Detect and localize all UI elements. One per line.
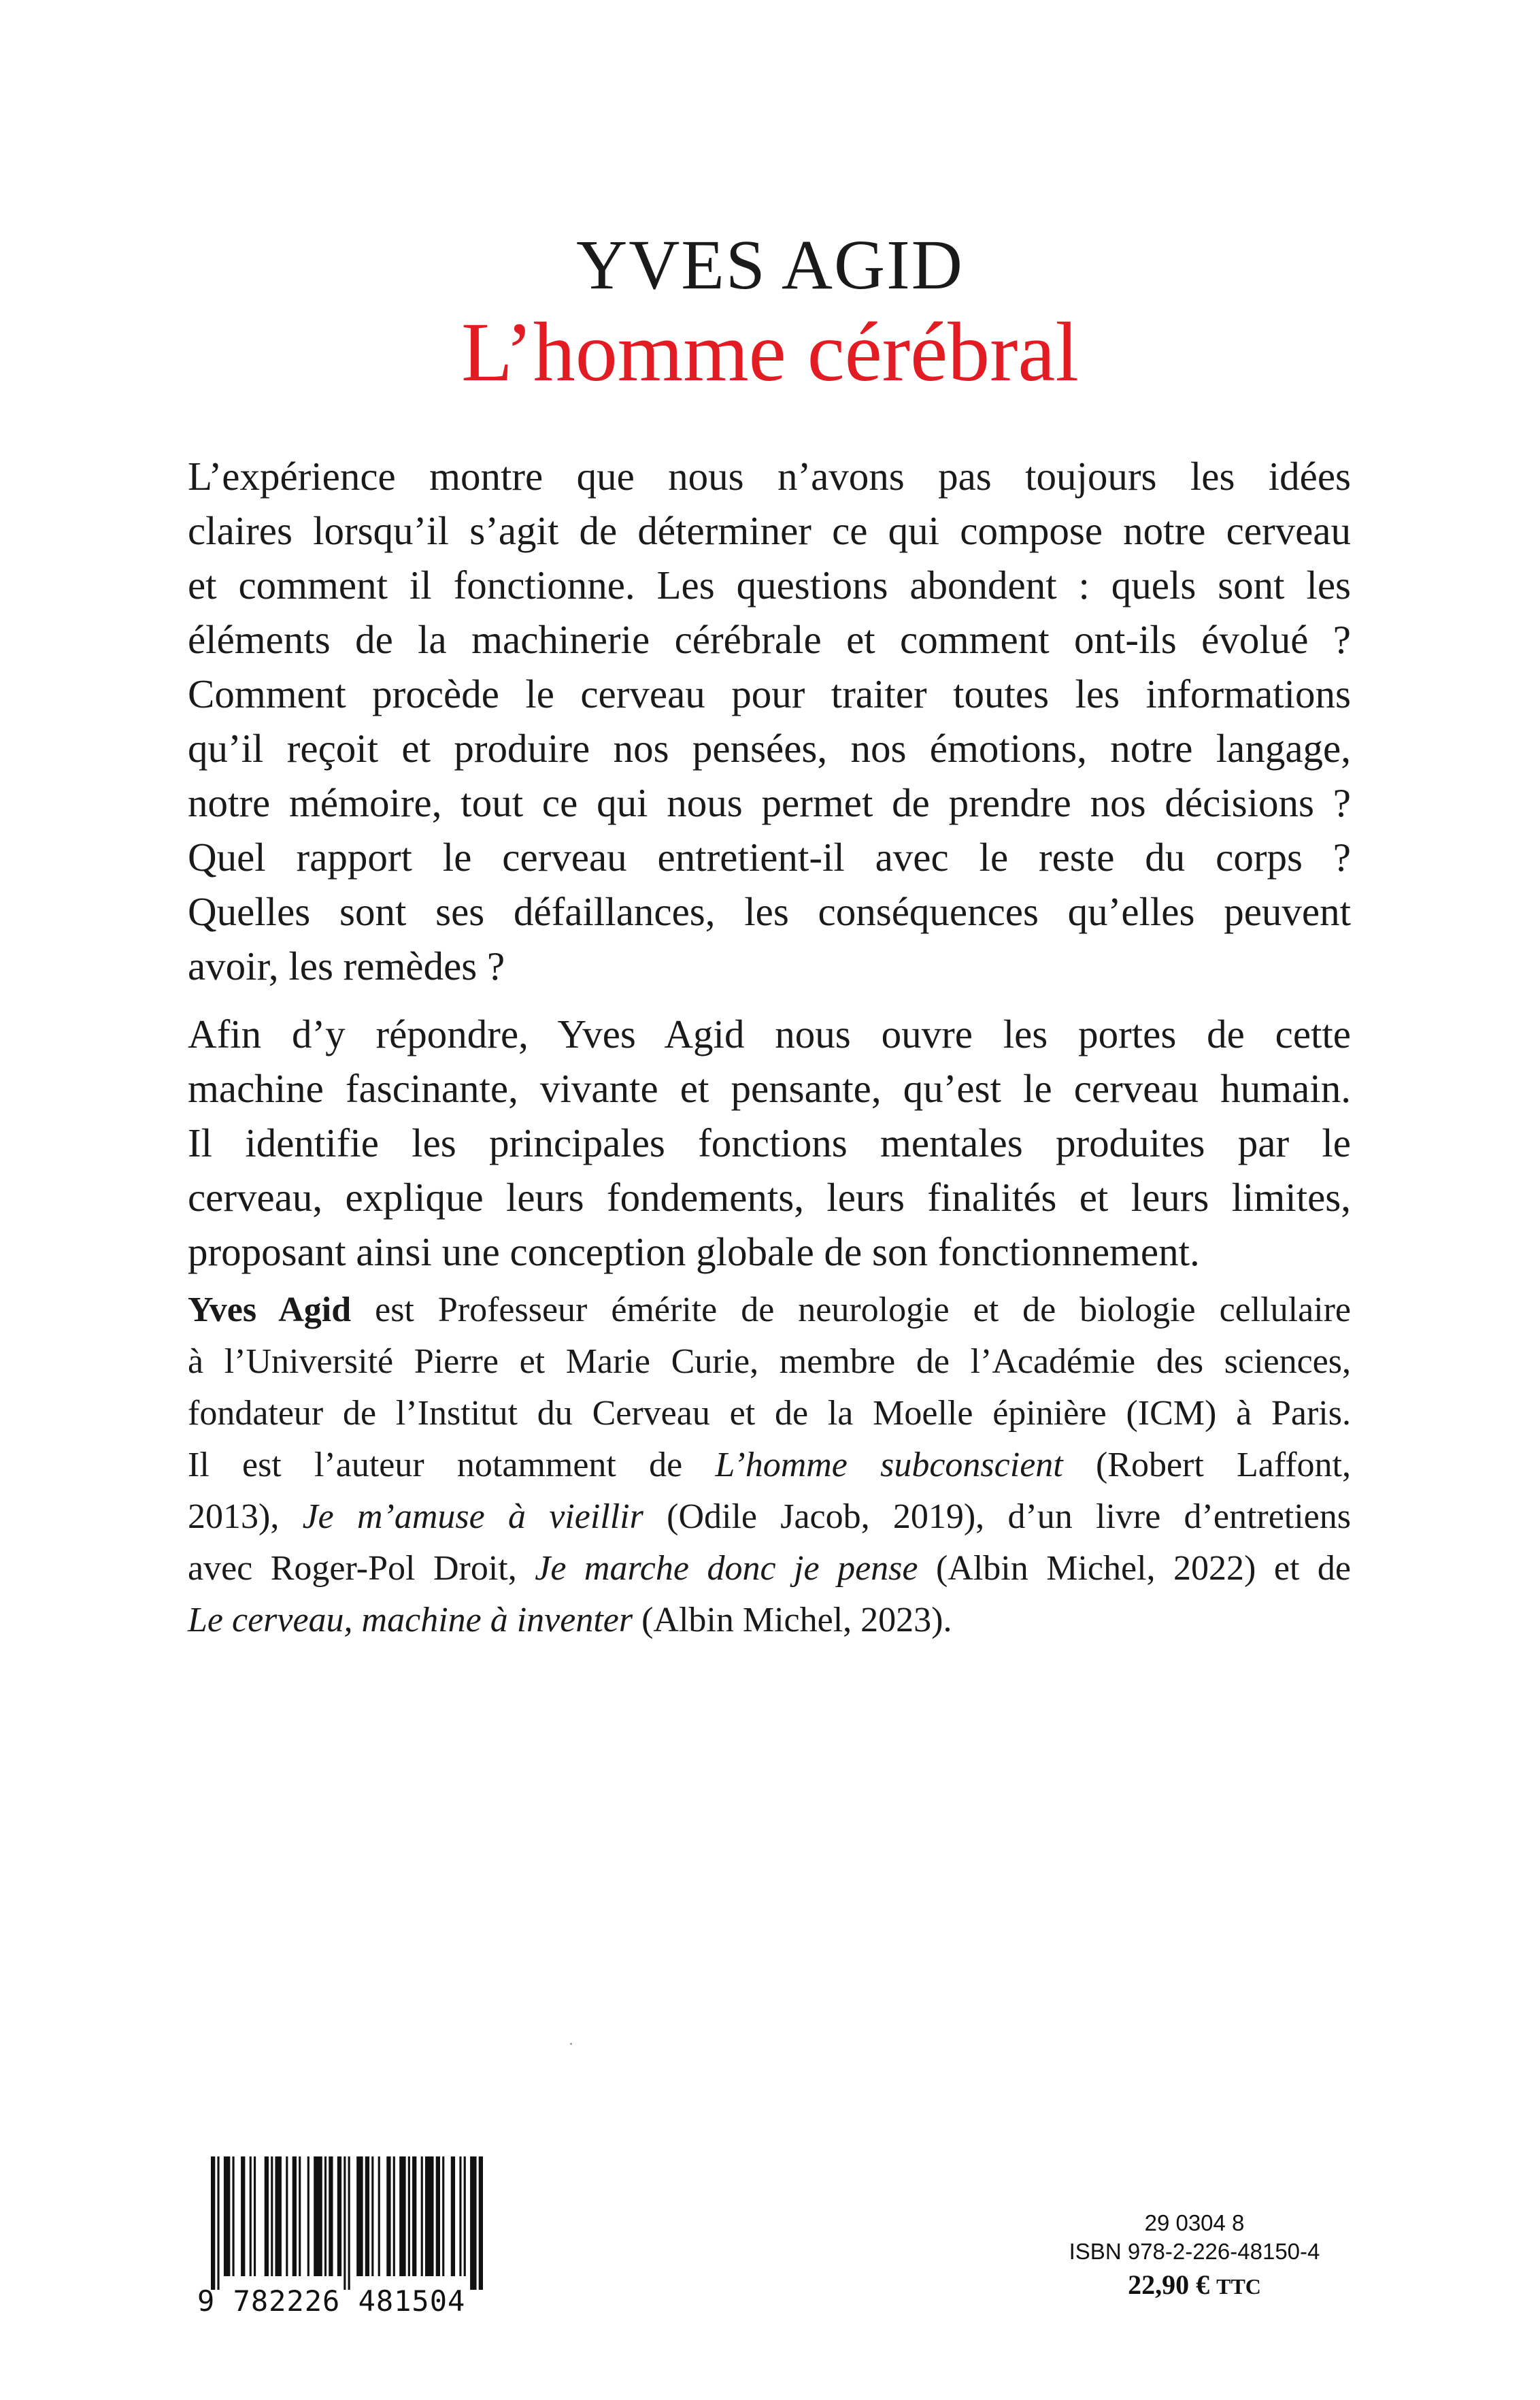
barcode-bar [307,2156,309,2276]
barcode-bar [241,2156,245,2276]
barcode-bar [393,2156,395,2276]
barcode-bar [399,2156,405,2276]
blurb-paragraph-2 [188,1007,1351,1279]
barcode-bar [211,2156,215,2290]
barcode-bar [436,2156,440,2276]
price-ttc: TTC [1216,2274,1261,2299]
blurb-line: cerveau, explique leurs fondements, leurs finalités et leurs limites, [188,1175,1351,1220]
blurb-line: Quel rapport le cerveau entretient-il avec le reste du corps ? [188,835,1351,880]
barcode-bar [348,2156,350,2290]
bio-text: (Robert Laffont, [1062,1446,1351,1484]
bio-line [188,1439,1351,1491]
barcode-bar [265,2156,269,2276]
bio-text: (Albin Michel, 2023). [633,1601,952,1639]
bio-text: (Albin Michel, 2022) et de [918,1549,1351,1588]
blurb-line: Quelles sont ses défaillances, les conséquences qu’elles peuvent [188,889,1351,934]
bio-author-name: Yves Agid [188,1290,352,1329]
barcode-bar [344,2156,346,2290]
blurb-paragraph-1 [188,449,1351,993]
barcode-bar [356,2156,363,2276]
barcode-digits: 9 782226 481504 [197,2284,466,2318]
bio-line [188,1491,1351,1543]
blurb-line: machine fascinante, vivante et pensante, qu’est le cerveau humain. [188,1066,1351,1111]
blurb-line: et comment il fonctionne. Les questions abondent : quels sont les [188,563,1351,607]
barcode-bar [314,2156,322,2276]
barcode-bar [464,2156,466,2276]
bio-line [188,1284,1351,1336]
blurb [188,449,1351,1293]
book-reference: L’homme subconscient [715,1446,1063,1484]
barcode-bar [324,2156,327,2276]
blurb-line: qu’il reçoit et produire nos pensées, nos émotions, notre langage, [188,726,1351,771]
blurb-line: Comment procède le cerveau pour traiter toutes les informations [188,671,1351,716]
barcode-bar [271,2156,273,2276]
barcode-bar [329,2156,333,2276]
barcode-bar [286,2156,288,2276]
price-info [1045,2209,1344,2305]
barcode-bar [292,2156,297,2276]
barcode-bar [254,2156,256,2276]
blurb-line: claires lorsqu’il s’agit de déterminer ce qui compose notre cerveau [188,508,1351,553]
barcode-bar [378,2156,380,2276]
barcode-bar [224,2156,230,2276]
barcode-bar [459,2156,461,2276]
barcode-bar [365,2156,369,2276]
isbn: ISBN 978-2-226-48150-4 [1069,2239,1320,2264]
blurb-line: notre mémoire, tout ce qui nous permet de prendre nos décisions ? [188,780,1351,825]
bio-line [188,1543,1351,1595]
bio-text: 2013), [188,1497,303,1536]
barcode [197,2156,483,2320]
barcode-bars [211,2156,483,2290]
barcode-bar [408,2156,410,2276]
bio-line: à l’Université Pierre et Marie Curie, membre de l’Académie des sciences, [188,1342,1351,1381]
barcode-bar [451,2156,455,2276]
bio-text: Il est l’auteur notamment de [188,1446,716,1484]
blurb-line: avoir, les remèdes ? [188,944,505,988]
barcode-bar [479,2156,483,2290]
blurb-line: L’expérience montre que nous n’avons pas toujours les idées [188,454,1351,499]
blurb-line: éléments de la machinerie cérébrale et comment ont-ils évolué ? [188,617,1351,662]
barcode-bar [470,2156,476,2290]
barcode-bar [275,2156,281,2276]
book-reference: Je m’amuse à vieillir [302,1497,643,1536]
printer-mark [570,2043,572,2045]
barcode-bar [442,2156,444,2276]
blurb-line: proposant ainsi une conception globale de son fonctionnement. [188,1229,1200,1274]
barcode-bar [421,2156,423,2276]
barcode-bar [337,2156,341,2276]
barcode-bar [425,2156,434,2276]
blurb-line: Il identifie les principales fonctions mentales produites par le [188,1120,1351,1165]
price [1045,2266,1344,2305]
author-name: YVES AGID [576,226,964,304]
price-amount: 22,90 € [1128,2269,1210,2300]
bio-text: est Professeur émérite de neurologie et de biologie cellulaire [351,1290,1351,1329]
author-bio [188,1284,1351,1646]
book-title: L’homme cérébral [461,305,1079,399]
barcode-bar [386,2156,390,2276]
book-reference: Le cerveau, machine à inventer [188,1601,633,1639]
bio-line: fondateur de l’Institut du Cerveau et de la Moelle épinière (ICM) à Paris. [188,1394,1351,1433]
bio-line [188,1595,1351,1646]
bio-text: avec Roger-Pol Droit, [188,1549,535,1588]
bio-text: (Odile Jacob, 2019), d’un livre d’entretiens [643,1497,1351,1536]
barcode-bar [217,2156,219,2290]
book-reference: Je marche donc je pense [535,1549,918,1588]
barcode-bar [371,2156,373,2276]
barcode-bar [232,2156,234,2276]
barcode-bar [412,2156,416,2276]
blurb-line: Afin d’y répondre, Yves Agid nous ouvre les portes de cette [188,1012,1351,1056]
barcode-bar [250,2156,252,2276]
barcode-bar [299,2156,301,2276]
distributor-code: 29 0304 8 [1144,2210,1245,2235]
